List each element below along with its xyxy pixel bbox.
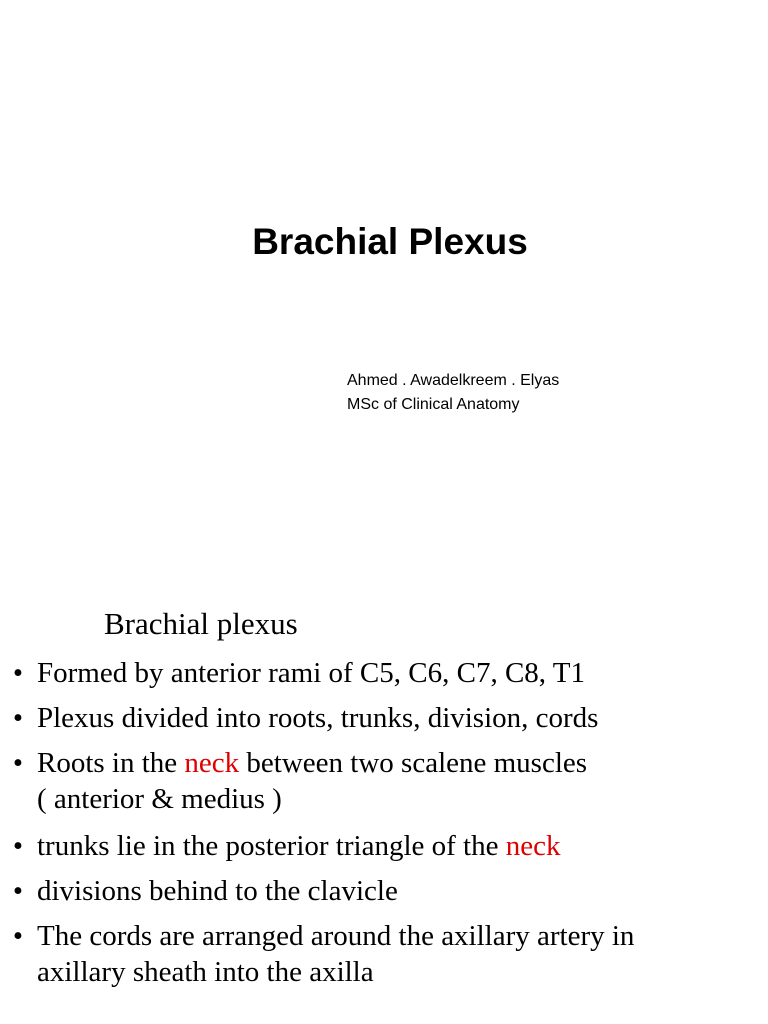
- bullet-text: [37, 745, 762, 817]
- bullet-text-line1: The cords are arranged around the axillary artery in: [37, 920, 635, 952]
- slide-heading: Brachial plexus: [104, 606, 298, 641]
- bullet-icon: •: [12, 657, 24, 689]
- author-name: Ahmed . Awadelkreem . Elyas: [347, 372, 560, 389]
- bullet-text-line2: ( anterior & medius ): [37, 783, 282, 815]
- bullet-icon: •: [12, 920, 24, 952]
- presentation-title: Brachial Plexus: [252, 221, 528, 262]
- content-slide: [0, 512, 768, 1024]
- bullet-text: divisions behind to the clavicle: [37, 875, 398, 907]
- highlight-neck: neck: [505, 830, 561, 862]
- bullet-text-line2: axillary sheath into the axilla: [37, 956, 374, 988]
- bullet-text-pre: trunks lie in the posterior triangle of the: [37, 830, 506, 862]
- bullet-text: [37, 918, 762, 990]
- bullet-icon: •: [12, 702, 24, 734]
- bullet-text: [37, 828, 762, 864]
- bullet-text: Formed by anterior rami of C5, C6, C7, C8, T1: [37, 657, 585, 689]
- highlight-neck: neck: [184, 747, 240, 779]
- bullet-text-pre: Roots in the: [37, 747, 185, 779]
- bullet-icon: •: [12, 830, 24, 862]
- bullet-text: Plexus divided into roots, trunks, division, cords: [37, 702, 599, 734]
- author-degree: MSc of Clinical Anatomy: [347, 396, 520, 413]
- bullet-text-post: between two scalene muscles: [239, 747, 588, 779]
- bullet-icon: •: [12, 747, 24, 779]
- bullet-icon: •: [12, 875, 24, 907]
- author-block: [347, 369, 559, 417]
